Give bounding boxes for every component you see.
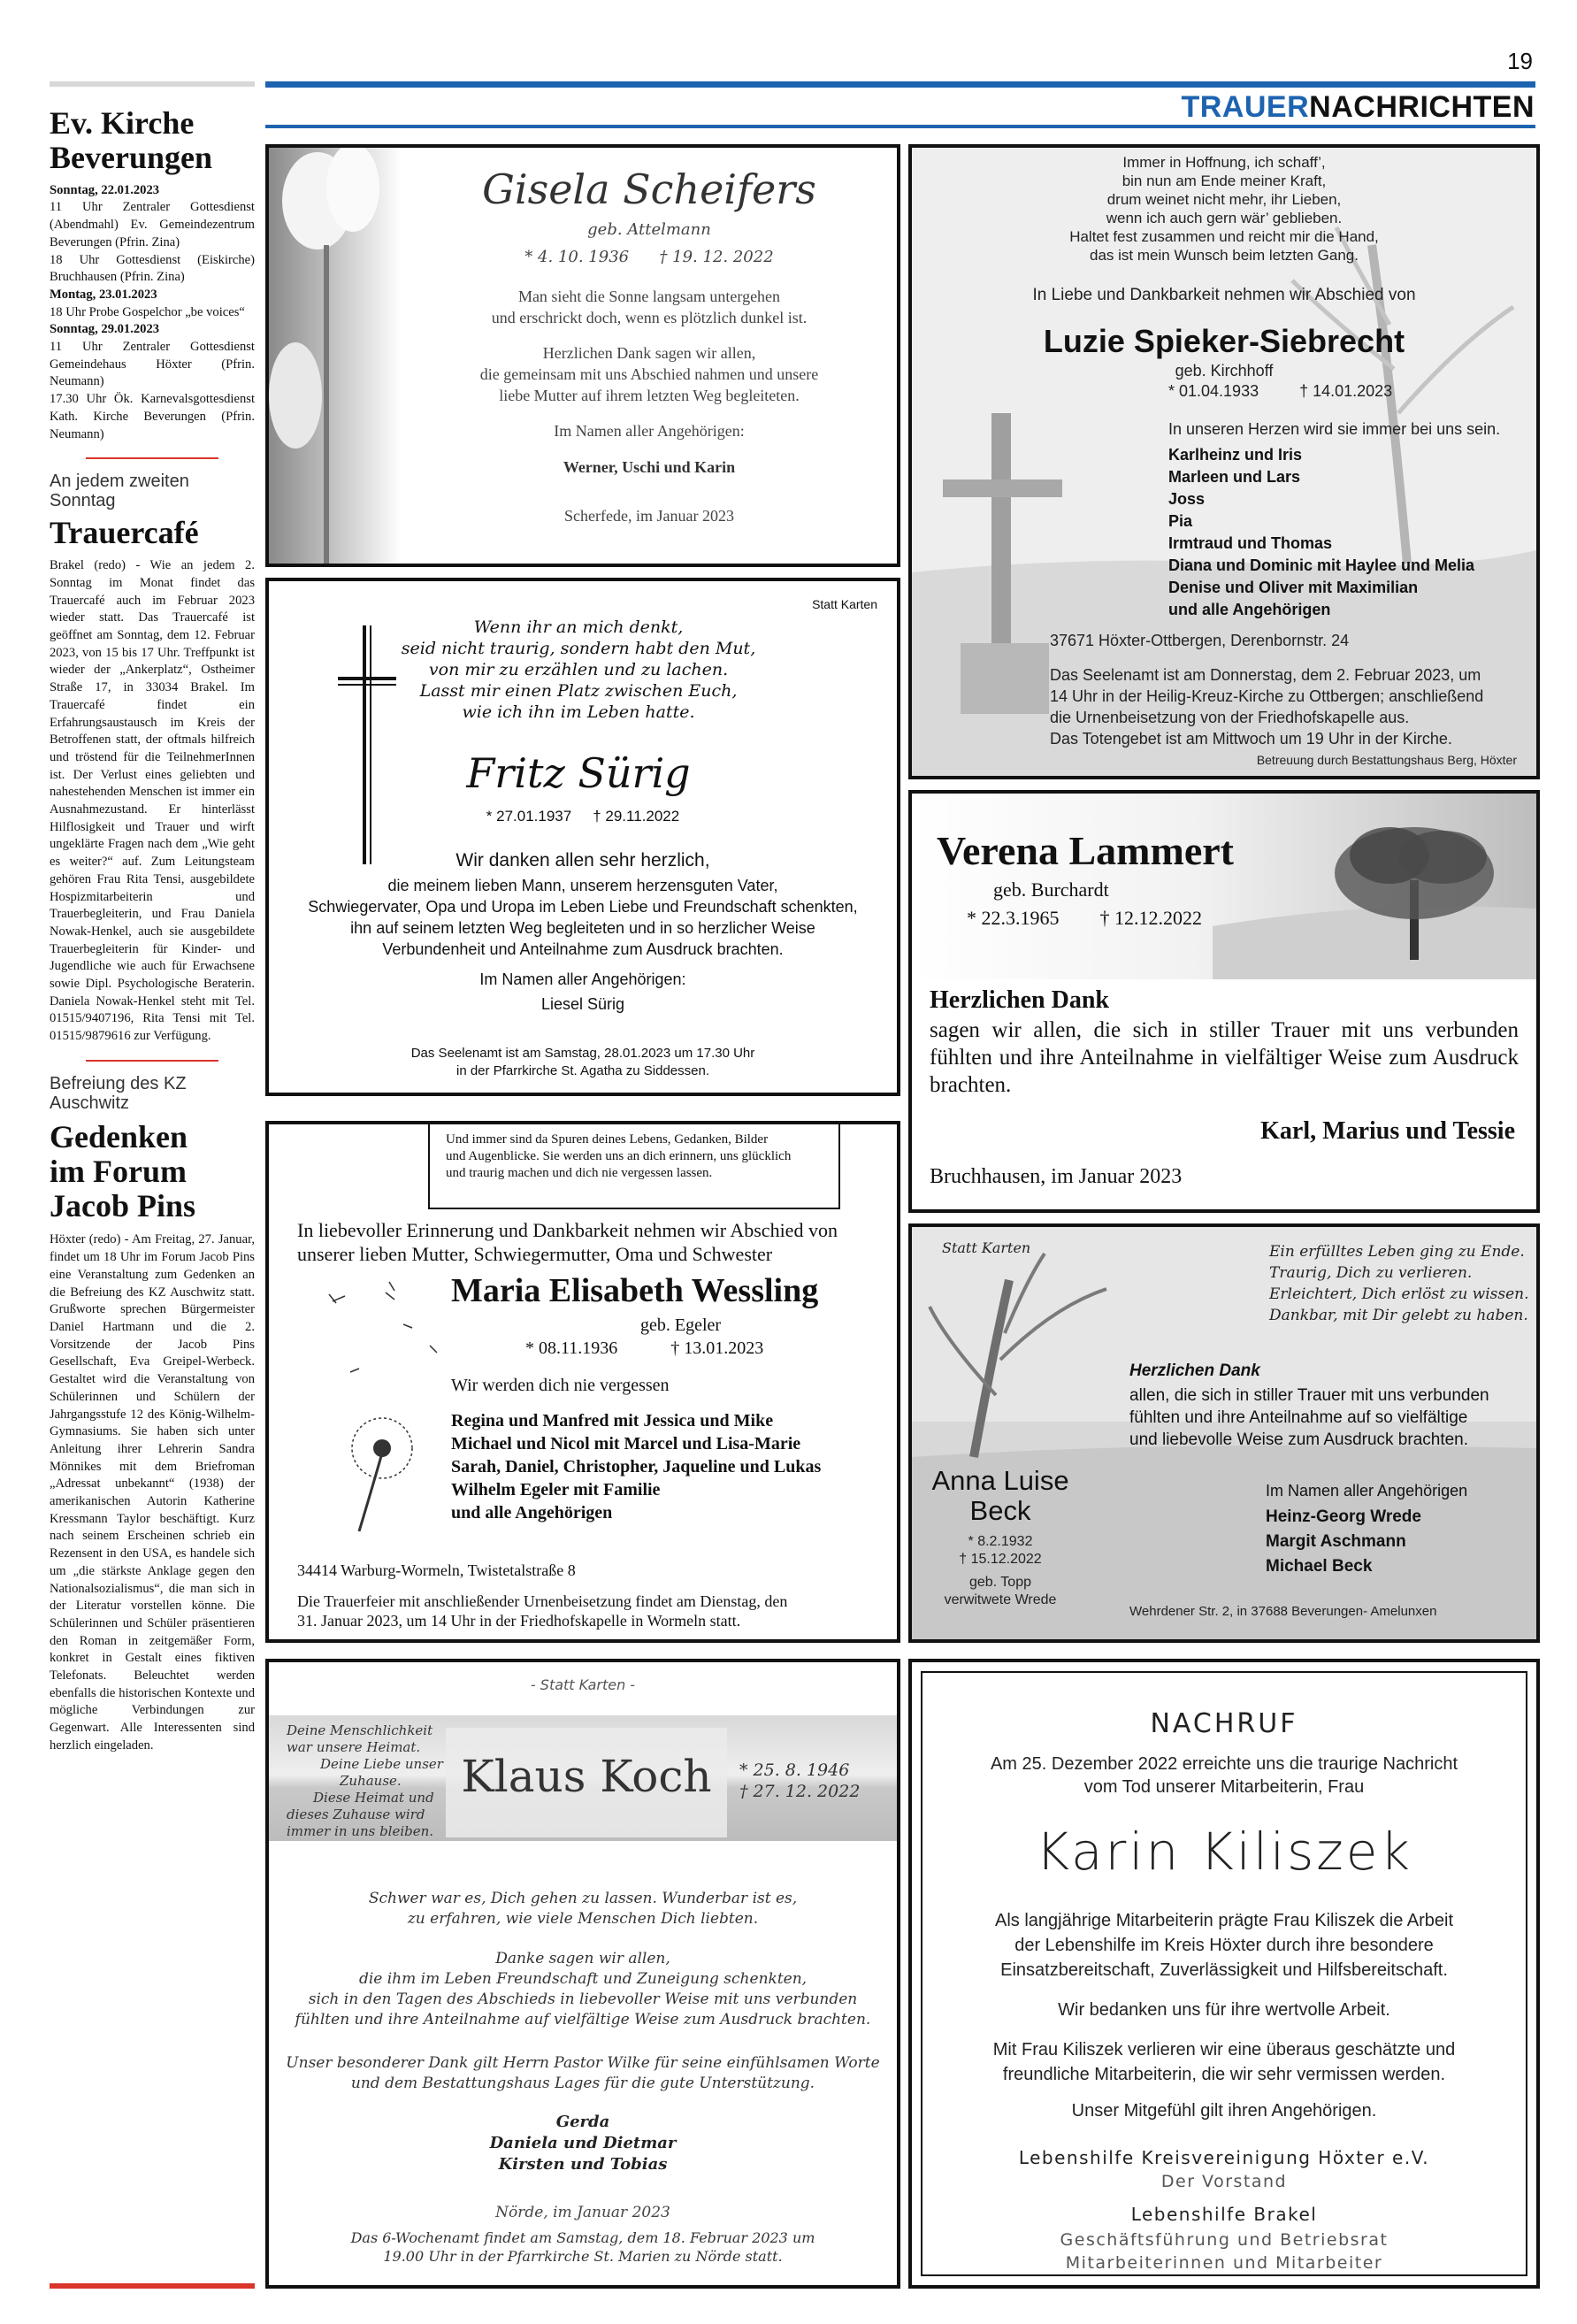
intro-line: Am 25. Dezember 2022 erreichte uns die traurige Nachricht <box>990 1754 1458 1774</box>
obituary-scheifers <box>265 144 900 567</box>
maiden-name: geb. Topp <box>969 1575 1031 1590</box>
family-member: Marleen und Lars <box>1168 468 1301 486</box>
church-title-line-2: Beverungen <box>50 139 212 175</box>
statt-karten: Statt Karten <box>812 597 877 611</box>
thanks-line: Verbundenheit und Anteilnahme zum Ausdruck brachten. <box>382 940 784 958</box>
section-title <box>1182 90 1535 125</box>
poem-line: Erleichtert, Dich erlöst zu wissen. <box>1269 1285 1529 1303</box>
thanks-line: allen, die sich in stiller Trauer mit uns verbunden <box>1129 1386 1489 1405</box>
family-member: Kirsten und Tobias <box>498 2155 668 2174</box>
name-line: Anna Luise <box>931 1465 1069 1496</box>
memorial-title <box>50 1120 255 1223</box>
poem-line: drum weinet nicht mehr, ihr Lieben, <box>1106 191 1342 208</box>
poem-line: Und immer sind da Spuren deines Lebens, Gedanken, Bilder <box>446 1132 769 1147</box>
cafe-body: Brakel (redo) - Wie an jedem 2. Sonntag im Monat findet das Trauercafé auch im Februar 2023 wieder statt. Das Trauercafé ist geöffnet am Sonntag, dem 12. Februar 2023, von 15 bis 17 Uhr. Treffpunkt ist wieder der „Ankerplatz“, Ostheimer Straße 17, in 33034 Brakel. Im Trauercafé findet ein Erfahrungsaustausch im Kreis der Betroffenen statt, der oftmals hilfreich und tröstend für die TeilnehmerInnen ist. Der Verlust eines geliebten und nahestehenden Menschen ist immer ein Ausnahmezustand. Er hinterlässt Hilflosigkeit und Trauer und wirft ungeklärte Fragen nach dem „Wie geht es weiter?“ auf. Zum Leitungsteam gehören Frau Rita Tensi, ausgebildete Hospizmitarbeiterin und Trauerbegleiterin, und Frau Daniela Nowak-Henkel, auch sie ausgebildete Trauerbegleiterin für Kinder- und Jugendliche wie auch für Erwachsene sowie Dipl. Psychologische Beraterin. Daniela Nowak-Henkel steht mit Tel. 01515/9407196, Rita Tensi mit Tel. 01515/9879616 zur Verfügung. <box>50 558 255 1044</box>
intro-line: In liebevoller Erinnerung und Dankbarkeit nehmen wir Abschied von <box>297 1219 838 1241</box>
family-member: Michael und Nicol mit Marcel und Lisa-Marie <box>451 1434 801 1453</box>
death-date: † 29.11.2022 <box>593 808 680 825</box>
statt-karten: - Statt Karten - <box>530 1676 636 1693</box>
header-rule-top <box>265 81 1535 88</box>
org-1-sub: Der Vorstand <box>1160 2172 1288 2191</box>
service-info <box>269 2228 897 2266</box>
verse <box>402 286 897 328</box>
service-line: Das Seelenamt ist am Samstag, 28.01.2023 um 17.30 Uhr <box>410 1046 755 1061</box>
thanks-line: fühlten und ihre Anteilnahme auf so vielfältige <box>1129 1408 1468 1427</box>
service-line: Das 6-Wochenamt findet am Samstag, dem 18. Februar 2023 um <box>350 2229 815 2246</box>
thanks-line: liebe Mutter auf ihrem letzten Weg begleiteten. <box>499 387 800 404</box>
schedule-entry: 18 Uhr Gottesdienst (Eiskirche) Bruchhausen (Pfrin. Zina) <box>50 252 255 285</box>
signature: Liesel Sürig <box>540 995 625 1013</box>
memorial-title-line-2: im Forum <box>50 1153 187 1189</box>
family-list <box>1168 444 1536 621</box>
intro-line: vom Tod unserer Mitarbeiterin, Frau <box>1083 1777 1365 1797</box>
sidebar-divider <box>86 457 218 459</box>
obituary-koch <box>265 1659 900 2289</box>
family-member: Daniela und Dietmar <box>489 2134 677 2152</box>
family-list <box>269 2112 897 2175</box>
signature: Margit Aschmann <box>1266 1532 1406 1551</box>
schedule-entry: 11 Uhr Zentraler Gottesdienst Gemeindehaus Höxter (Pfrin. Neumann) <box>50 340 255 389</box>
cross-icon <box>338 625 396 864</box>
death-date: † 14.01.2023 <box>1299 382 1393 400</box>
thanks-line: die gemeinsam mit uns Abschied nahmen und unsere <box>479 365 819 383</box>
family-member: Karlheinz und Iris <box>1168 446 1303 464</box>
widow-name: verwitwete Wrede <box>944 1592 1057 1607</box>
cafe-kicker: An jedem zweiten Sonntag <box>50 472 189 511</box>
text-line: Einsatzbereitschaft, Zuverlässigkeit und Hilfsbereitschaft. <box>1000 1960 1448 1980</box>
deceased-name: Gisela Scheifers <box>482 165 816 213</box>
thanks-line: ihn auf seinem letzten Weg begleiteten und in so herzlicher Weise <box>350 919 815 937</box>
thanks-text <box>402 342 897 406</box>
family-member: Wilhelm Egeler mit Familie <box>451 1480 661 1499</box>
death-date: † 13.01.2023 <box>670 1338 764 1358</box>
text-line: zu erfahren, wie viele Menschen Dich liebten. <box>407 1910 759 1928</box>
service-line: Das Totengebet ist am Mittwoch um 19 Uhr in der Kirche. <box>1050 730 1452 748</box>
address: 34414 Warburg-Wormeln, Twistetalstraße 8 <box>297 1561 576 1579</box>
sidebar <box>50 81 255 2289</box>
verse-line: Man sieht die Sonne langsam untergehen <box>517 288 781 305</box>
service-line: 14 Uhr in der Heilig-Kreuz-Kirche zu Ottbergen; anschließend <box>1050 687 1484 705</box>
dandelion-illustration <box>297 1266 474 1549</box>
place-date: Bruchhausen, im Januar 2023 <box>930 1165 1183 1188</box>
birth-date: * 25. 8. 1946 <box>739 1760 850 1780</box>
place-date: Scherfede, im Januar 2023 <box>564 507 734 525</box>
deceased-name: Karin Kiliszek <box>1035 1822 1413 1882</box>
schedule-entry: 11 Uhr Zentraler Gottesdienst (Abendmahl) Ev. Gemeindezentrum Beverungen (Pfrin. Zina) <box>50 200 255 249</box>
text-2 <box>269 1949 897 2030</box>
obituary-lammert <box>908 790 1540 1213</box>
church-schedule <box>50 182 255 444</box>
thanks-title: Herzlichen Dank <box>1129 1361 1260 1380</box>
funeral-line: Die Trauerfeier mit anschließender Urnenbeisetzung findet am Dienstag, den <box>297 1592 788 1610</box>
text-line: fühlten und ihre Anteilnahme auf vielfältige Weise zum Ausdruck brachten. <box>295 2011 871 2029</box>
family-names: Werner, Uschi und Karin <box>563 458 736 476</box>
family-member: Pia <box>1168 512 1193 530</box>
schedule-date: Sonntag, 29.01.2023 <box>50 322 160 337</box>
poem-line: seid nicht traurig, sondern habt den Mut, <box>401 639 756 658</box>
funeral-info <box>297 1592 787 1630</box>
address: 37671 Höxter-Ottbergen, Derenbornstr. 24 <box>1050 632 1350 649</box>
poem-line: Ein erfülltes Leben ging zu Ende. <box>1269 1243 1525 1261</box>
cafe-title: Trauercafé <box>50 515 199 551</box>
family-member: Gerda <box>555 2113 610 2131</box>
poem-line: das ist mein Wunsch beim letzten Gang. <box>1090 247 1359 264</box>
quote-line: Deine Menschlichkeit <box>287 1722 433 1738</box>
signature-intro: Im Namen aller Angehörigen <box>1266 1482 1468 1499</box>
text-1 <box>912 1908 1536 1983</box>
signature-intro: Im Namen aller Angehörigen: <box>479 970 686 988</box>
section-title-part-a: TRAUER <box>1181 90 1310 124</box>
deceased-name: Klaus Koch <box>461 1751 712 1802</box>
funeral-line: 31. Januar 2023, um 14 Uhr in der Friedhofskapelle in Wormeln statt. <box>297 1612 741 1630</box>
schedule-entry: 18 Uhr Probe Gospelchor „be voices“ <box>50 304 245 319</box>
deceased-name <box>912 1466 1089 1526</box>
text-line: Unser besonderer Dank gilt Herrn Pastor Wilke für seine einfühlsamen Worte <box>286 2054 880 2072</box>
org-2: Lebenshilfe Brakel <box>1130 2204 1318 2225</box>
obituary-beck <box>908 1223 1540 1643</box>
family-member: Diana und Dominic mit Haylee und Melia <box>1168 556 1475 574</box>
life-dates: * 4. 10. 1936 † 19. 12. 2022 <box>524 248 774 266</box>
family-member: und alle Angehörigen <box>1168 601 1331 618</box>
church-title <box>50 106 255 175</box>
family-member: Regina und Manfred mit Jessica und Mike <box>451 1411 774 1430</box>
poem-line: und traurig machen und dich nie vergessen lassen. <box>446 1166 713 1180</box>
maiden-name: geb. Kirchhoff <box>1175 362 1274 380</box>
obituary-wessling <box>265 1121 900 1643</box>
text-line: Schwer war es, Dich gehen zu lassen. Wunderbar ist es, <box>368 1890 798 1907</box>
poem-line: Traurig, Dich zu verlieren. <box>1269 1264 1473 1282</box>
obituary-kiliszek <box>908 1659 1540 2289</box>
page-number: 19 <box>1507 48 1533 74</box>
intro <box>912 1753 1536 1799</box>
poem-line: wie ich ihn im Leben hatte. <box>462 702 695 722</box>
quote-line: dieses Zuhause wird <box>287 1806 425 1822</box>
service-line: in der Pfarrkirche St. Agatha zu Siddessen. <box>456 1063 709 1078</box>
obituary-suerig <box>265 578 900 1096</box>
signature: Heinz-Georg Wrede <box>1266 1507 1421 1526</box>
text-line: die ihm im Leben Freundschaft und Zuneigung schenkten, <box>358 1970 808 1988</box>
maiden-name: geb. Egeler <box>640 1315 722 1335</box>
verse-line: und erschrickt doch, wenn es plötzlich dunkel ist. <box>491 309 808 326</box>
maiden-name: geb. Attelmann <box>587 220 711 239</box>
name-line: Beck <box>969 1495 1031 1526</box>
family-member: und alle Angehörigen <box>451 1503 613 1522</box>
text-3 <box>269 2053 897 2094</box>
quote-line: war unsere Heimat. <box>287 1739 421 1755</box>
sidebar-divider <box>86 1060 218 1062</box>
text-line: der Lebenshilfe im Kreis Höxter durch ihre besondere <box>1014 1936 1434 1955</box>
poem <box>1269 1241 1529 1326</box>
obituary-spieker <box>908 144 1540 779</box>
nachruf-title: NACHRUF <box>1150 1708 1298 1739</box>
text-line: Als langjährige Mitarbeiterin prägte Frau Kiliszek die Arbeit <box>994 1911 1454 1930</box>
poem-line: Wenn ihr an mich denkt, <box>473 617 684 637</box>
birth-date: * 01.04.1933 <box>1168 382 1259 400</box>
section-title-part-b: NACHRICHTEN <box>1309 90 1535 124</box>
place-date: Nörde, im Januar 2023 <box>495 2204 670 2221</box>
poem-line: bin nun am Ende meiner Kraft, <box>1122 173 1327 189</box>
family-list <box>451 1409 821 1524</box>
poem-line: Dankbar, mit Dir gelebt zu haben. <box>1269 1307 1528 1324</box>
thanks-line: Schwiegervater, Opa und Uropa im Leben Liebe und Freundschaft schenkten, <box>308 898 858 916</box>
undertaker: Betreuung durch Bestattungshaus Berg, Höxter <box>1256 753 1517 767</box>
death-date: † 27. 12. 2022 <box>739 1782 861 1801</box>
header-rule-bottom <box>265 125 1535 128</box>
service-info <box>269 1045 897 1080</box>
farewell-intro <box>297 1218 838 1266</box>
family-member: Irmtraud und Thomas <box>1168 534 1333 552</box>
hearts-line: In unseren Herzen wird sie immer bei uns sein. <box>1168 420 1501 438</box>
birth-date: * 08.11.1936 <box>525 1338 618 1358</box>
family-member: Joss <box>1168 490 1206 508</box>
signature-intro: Im Namen aller Angehörigen: <box>554 422 745 440</box>
org-2-sub <box>912 2228 1536 2274</box>
text-line: Mit Frau Kiliszek verlieren wir eine überaus geschätzte und <box>992 2040 1456 2059</box>
thanks-text <box>269 875 897 960</box>
family-member: Sarah, Daniel, Christopher, Jaqueline und Lukas <box>451 1457 822 1476</box>
birth-date: * 8.2.1932 <box>968 1534 1033 1549</box>
never-forget: Wir werden dich nie vergessen <box>451 1376 670 1395</box>
family-member: Denise und Oliver mit Maximilian <box>1168 579 1419 596</box>
poem-line: von mir zu erzählen und zu lachen. <box>428 660 729 679</box>
text-line: sich in den Tagen des Abschieds in liebevoller Weise mit uns verbunden <box>308 1990 858 2008</box>
poem-line: wenn ich auch gern wär’ geblieben. <box>1106 210 1343 226</box>
quote-line: immer in uns bleiben. <box>287 1823 434 1839</box>
org-1: Lebenshilfe Kreisvereinigung Höxter e.V. <box>1018 2147 1430 2168</box>
intro-line: unserer lieben Mutter, Schwiegermutter, Oma und Schwester <box>297 1243 773 1265</box>
poem-line: Haltet fest zusammen und reicht mir die Hand, <box>1069 228 1379 245</box>
life-info <box>912 1533 1089 1609</box>
schedule-entry: 17.30 Uhr Ök. Karnevalsgottesdienst Kath. Kirche Beverungen (Pfrin. Neumann) <box>50 392 255 441</box>
family-names: Karl, Marius und Tessie <box>1260 1117 1515 1145</box>
deceased-name: Luzie Spieker-Siebrecht <box>1043 323 1405 359</box>
memorial-body: Höxter (redo) - Am Freitag, 27. Januar, findet um 18 Uhr im Forum Jacob Pins eine Veranstaltung zum Gedenken an die Befreiung des KZ Auschwitz statt. Grußworte sprechen Bürgermeister Daniel Hartmann und die 2. Vorsitzende der Jacob Pins Gesellschaft, Eva Greipel-Werbeck. Gestaltet wird die Veranstaltung von Schülerinnen und Schülern der Jahrgangsstufe 12 des König-Wilhelm-Gymnasiums. Sie haben sich unter Anleitung ihrer Lehrerin Sandra Mönnikes mit dem Briefroman „Adressat unbekannt“ (1938) der amerikanischen Autorin Katherine Kressmann Taylor beschäftigt. Kurz nach seinem Erscheinen schrieb ein Rezensent in den USA, es handele sich um „die stärkste Anklage gegen den Nationalsozialismus“, die man sich in der Literatur vorstellen könne. Die Schülerinnen und Schüler präsentieren den Roman in zeitgemäßer Form, konkret in Gestalt eines fiktiven Telefonats. Beleuchtet werden ebenfalls die historischen Kontexte und mögliche Verbindungen zur Gegenwart. Alle Interessenten sind herzlich eingeladen. <box>50 1232 255 1753</box>
death-date: † 12.12.2022 <box>1099 907 1202 929</box>
text-line: Danke sagen wir allen, <box>495 1950 670 1967</box>
statt-karten: Statt Karten <box>942 1239 1031 1256</box>
poem-line: Lasst mir einen Platz zwischen Euch, <box>419 681 738 701</box>
service-line: Das Seelenamt ist am Donnerstag, dem 2. Februar 2023, um <box>1050 666 1481 684</box>
memorial-title-line-3: Jacob Pins <box>50 1187 196 1223</box>
text-line: freundliche Mitarbeiterin, die wir sehr vermissen werden. <box>1002 2065 1446 2084</box>
thanks-text: sagen wir allen, die sich in stiller Trauer mit uns verbunden fühlten und ihre Anteilnahme in vielfältiger Weise zum Ausdruck brachten. <box>930 1018 1519 1097</box>
sidebar-top-rule <box>50 81 255 87</box>
thanks-title: Herzlichen Dank <box>930 986 1109 1014</box>
quote-line: Diese Heimat und <box>313 1790 434 1806</box>
address: Wehrdener Str. 2, in 37688 Beverungen- Amelunxen <box>1129 1604 1437 1619</box>
thanks-line: die meinem lieben Mann, unserem herzensguten Vater, <box>387 877 778 894</box>
birth-date: * 27.01.1937 <box>486 808 572 825</box>
sidebar-bottom-rule <box>50 2283 255 2289</box>
deceased-name: Fritz Sürig <box>466 749 691 797</box>
org-2-sub-line: Geschäftsführung und Betriebsrat <box>1060 2230 1389 2250</box>
text-1 <box>269 1889 897 1929</box>
quote-line: Deine Liebe unser <box>320 1756 443 1772</box>
text-2: Wir bedanken uns für ihre wertvolle Arbeit. <box>1058 2000 1390 2020</box>
service-line: die Urnenbeisetzung von der Friedhofskapelle aus. <box>1050 709 1410 726</box>
service-info <box>1050 664 1536 749</box>
service-line: 19.00 Uhr in der Pfarrkirche St. Marien zu Nörde statt. <box>383 2248 783 2265</box>
life-dates <box>739 1760 860 1802</box>
text-4: Unser Mitgefühl gilt ihren Angehörigen. <box>1071 2101 1377 2121</box>
flower-photo <box>269 148 402 564</box>
memorial-title-line-1: Gedenken <box>50 1118 188 1154</box>
quote-line: Zuhause. <box>340 1773 402 1789</box>
farewell-intro: In Liebe und Dankbarkeit nehmen wir Abschied von <box>1032 286 1416 304</box>
poem <box>393 617 764 723</box>
life-dates <box>525 1338 763 1359</box>
poem-line: und Augenblicke. Sie werden uns an dich erinnern, uns glücklich <box>446 1149 792 1163</box>
deceased-name: Maria Elisabeth Wessling <box>451 1272 819 1309</box>
signatures <box>1266 1505 1421 1579</box>
schedule-date: Sonntag, 22.01.2023 <box>50 182 160 197</box>
thanks-line: und liebevolle Weise zum Ausdruck brachten. <box>1129 1430 1469 1449</box>
birth-date: * 22.3.1965 <box>967 907 1060 929</box>
deceased-name: Verena Lammert <box>937 828 1234 873</box>
maiden-name: geb. Burchardt <box>993 878 1109 901</box>
text-line: und dem Bestattungshaus Lages für die gute Unterstützung. <box>350 2075 815 2092</box>
poem <box>428 1124 840 1209</box>
poem <box>912 153 1536 265</box>
poem-line: Immer in Hoffnung, ich schaff’, <box>1122 154 1326 171</box>
org-2-sub-line: Mitarbeiterinnen und Mitarbeiter <box>1065 2253 1383 2273</box>
signature: Michael Beck <box>1266 1557 1373 1576</box>
life-dates <box>269 808 897 825</box>
schedule-date: Montag, 23.01.2023 <box>50 287 157 302</box>
life-dates <box>1168 382 1536 401</box>
quote <box>287 1722 443 1840</box>
memorial-kicker: Befreiung des KZ Auschwitz <box>50 1073 187 1113</box>
life-info <box>967 878 1202 930</box>
thanks-title: Wir danken allen sehr herzlich, <box>455 850 710 871</box>
thanks-text <box>1129 1384 1489 1451</box>
text-3 <box>912 2037 1536 2087</box>
church-title-line-1: Ev. Kirche <box>50 105 195 141</box>
thanks-line: Herzlichen Dank sagen wir allen, <box>542 344 756 362</box>
death-date: † 15.12.2022 <box>959 1552 1042 1567</box>
